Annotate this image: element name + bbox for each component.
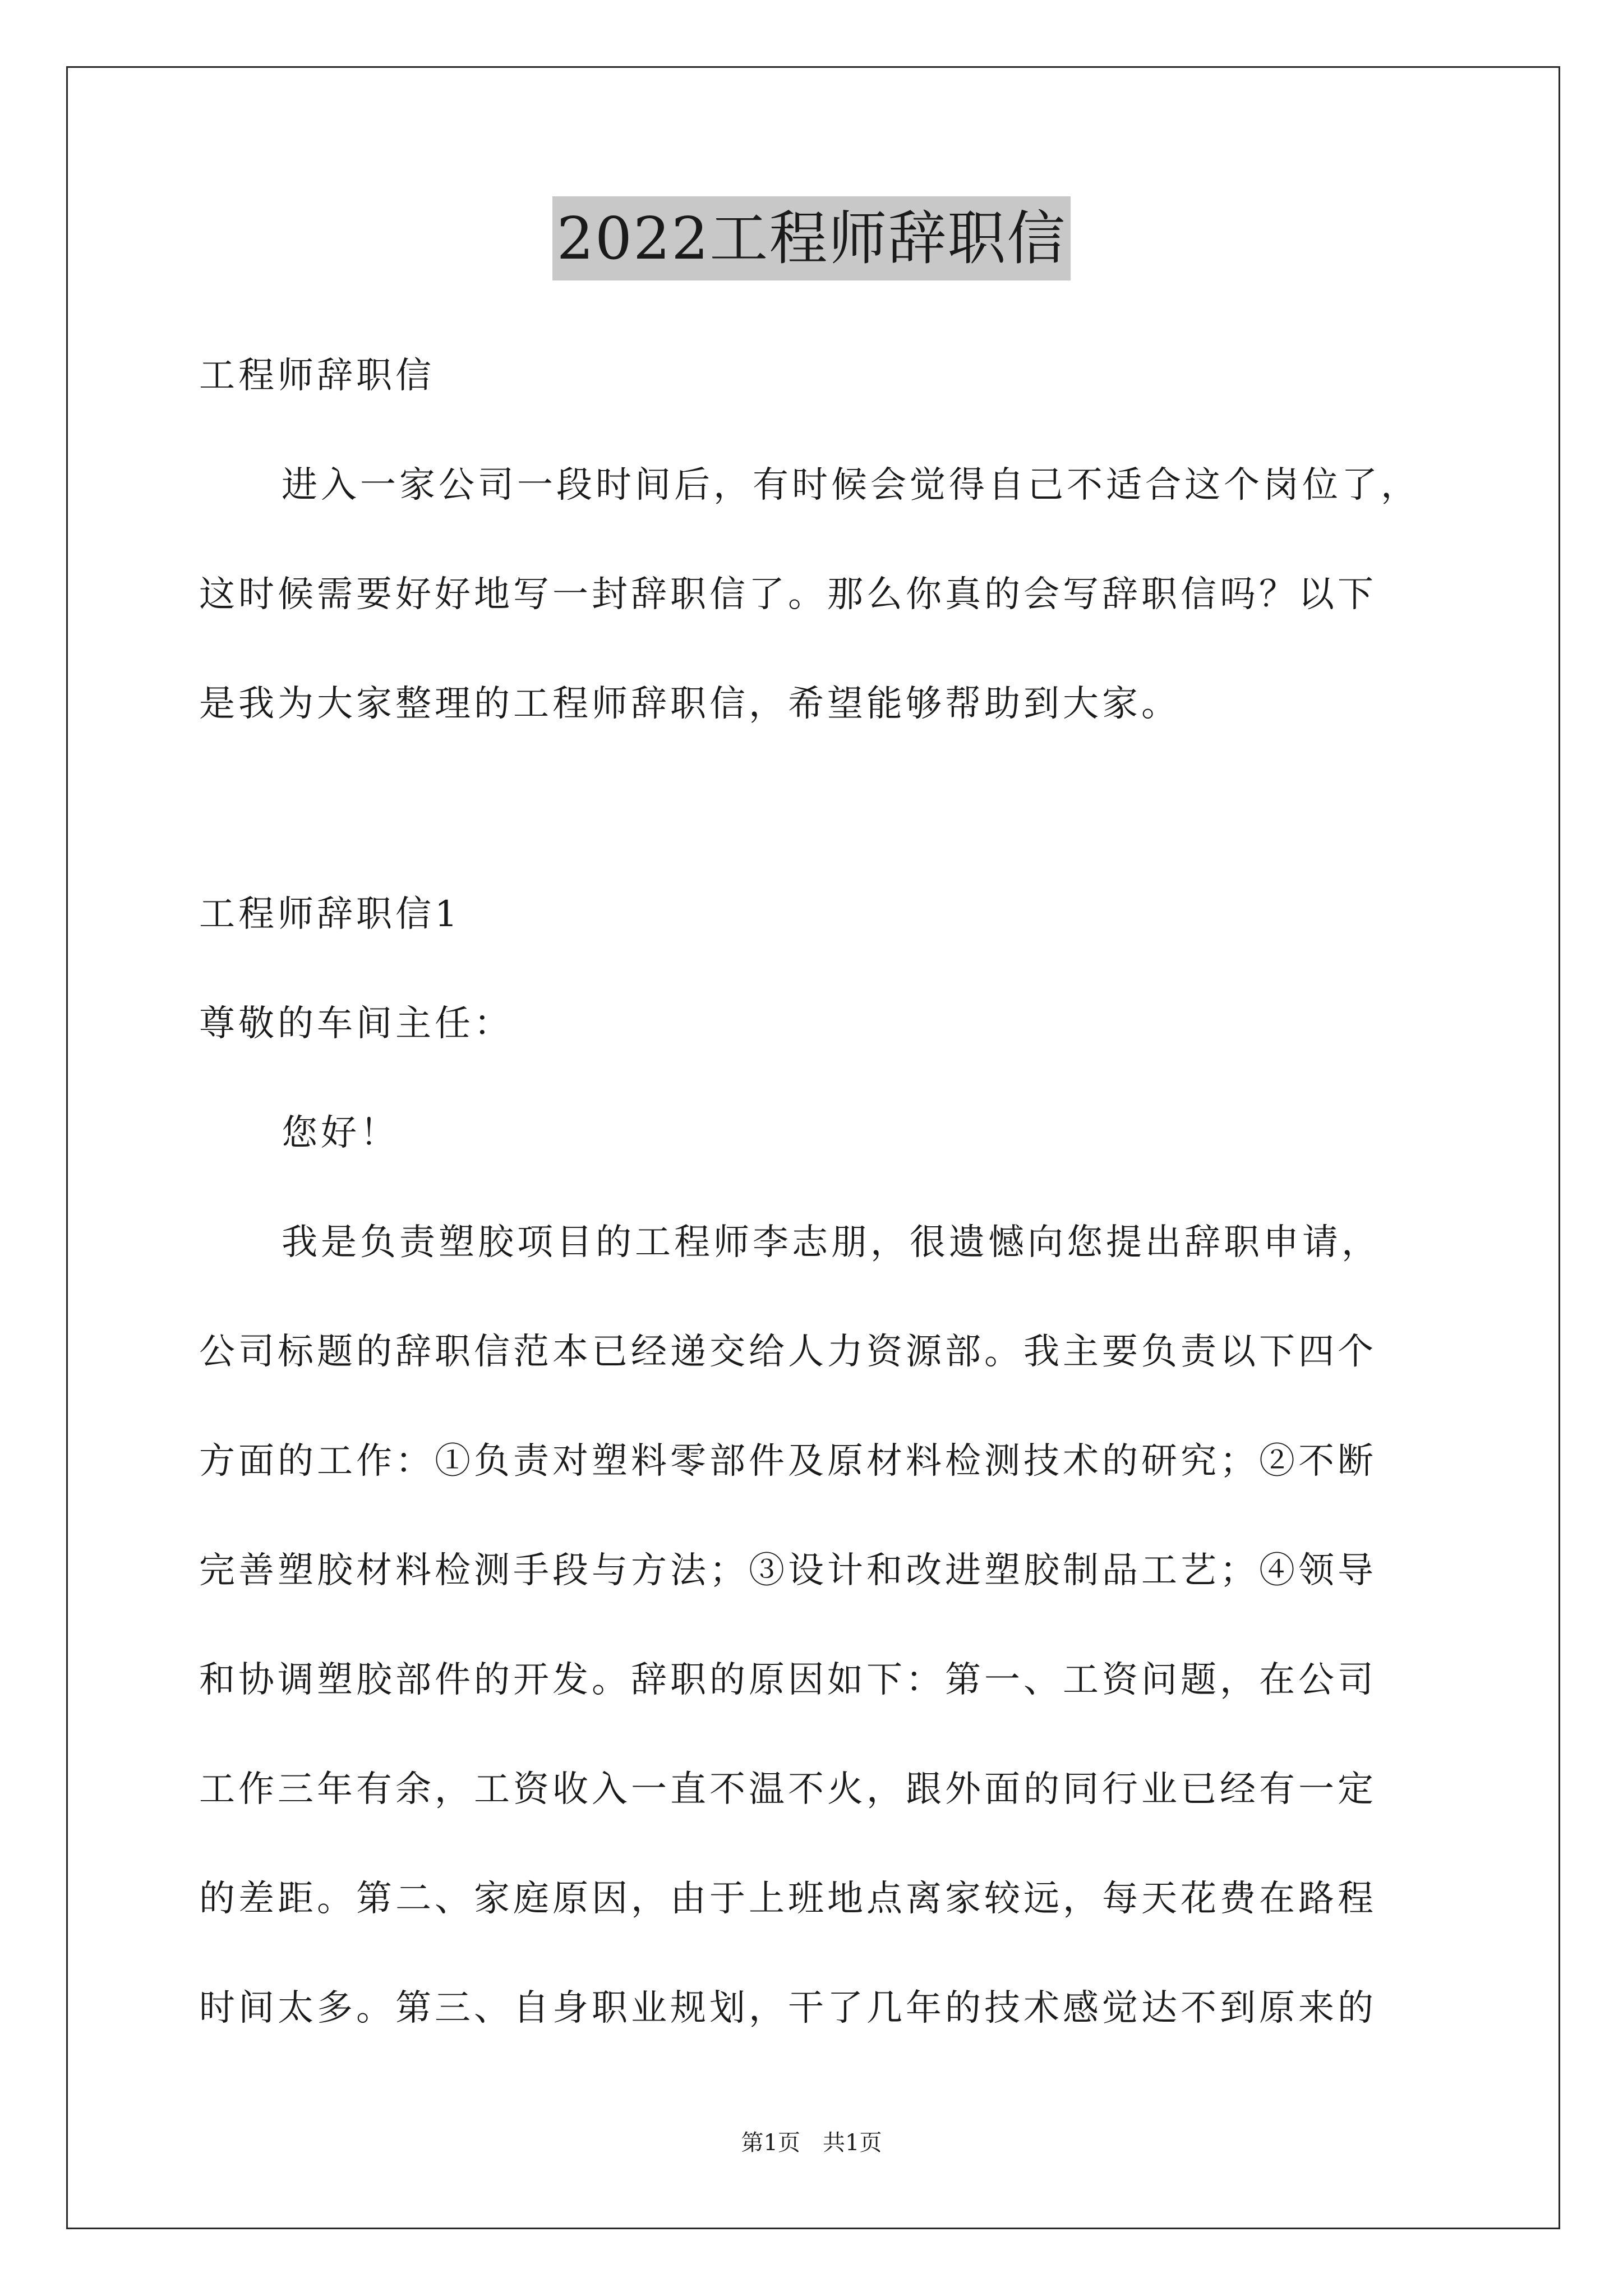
paragraph-line: 的差距。第二、家庭原因，由于上班地点离家较远，每天花费在路程 [199,1878,1377,1920]
paragraph-line: 是我为大家整理的工程师辞职信，希望能够帮助到大家。 [199,683,1181,725]
paragraph-line: 工作三年有余，工资收入一直不温不火，跟外面的同行业已经有一定 [199,1769,1377,1810]
title-container [0,196,1623,280]
paragraph-line: 完善塑胶材料检测手段与方法；③设计和改进塑胶制品工艺；④领导 [199,1550,1377,1591]
document-title: 2022工程师辞职信 [552,196,1071,280]
greeting: 您好！ [282,1112,399,1154]
subtitle-line: 工程师辞职信 [199,355,435,397]
section-heading: 工程师辞职信1 [199,894,461,935]
salutation: 尊敬的车间主任： [199,1003,513,1045]
paragraph-line: 我是负责塑胶项目的工程师李志朋，很遗憾向您提出辞职申请， [282,1222,1381,1263]
paragraph-line: 进入一家公司一段时间后，有时候会觉得自己不适合这个岗位了， [282,464,1420,506]
paragraph-line: 和协调塑胶部件的开发。辞职的原因如下：第一、工资问题，在公司 [199,1659,1377,1701]
page-footer: 第1页 共1页 [741,2130,882,2156]
paragraph-line: 这时候需要好好地写一封辞职信了。那么你真的会写辞职信吗？以下 [199,574,1377,615]
paragraph-line: 公司标题的辞职信范本已经递交给人力资源部。我主要负责以下四个 [199,1331,1377,1373]
paragraph-line: 方面的工作：①负责对塑料零部件及原材料检测技术的研究；②不断 [199,1441,1377,1482]
paragraph-line: 时间太多。第三、自身职业规划，干了几年的技术感觉达不到原来的 [199,1987,1377,2029]
